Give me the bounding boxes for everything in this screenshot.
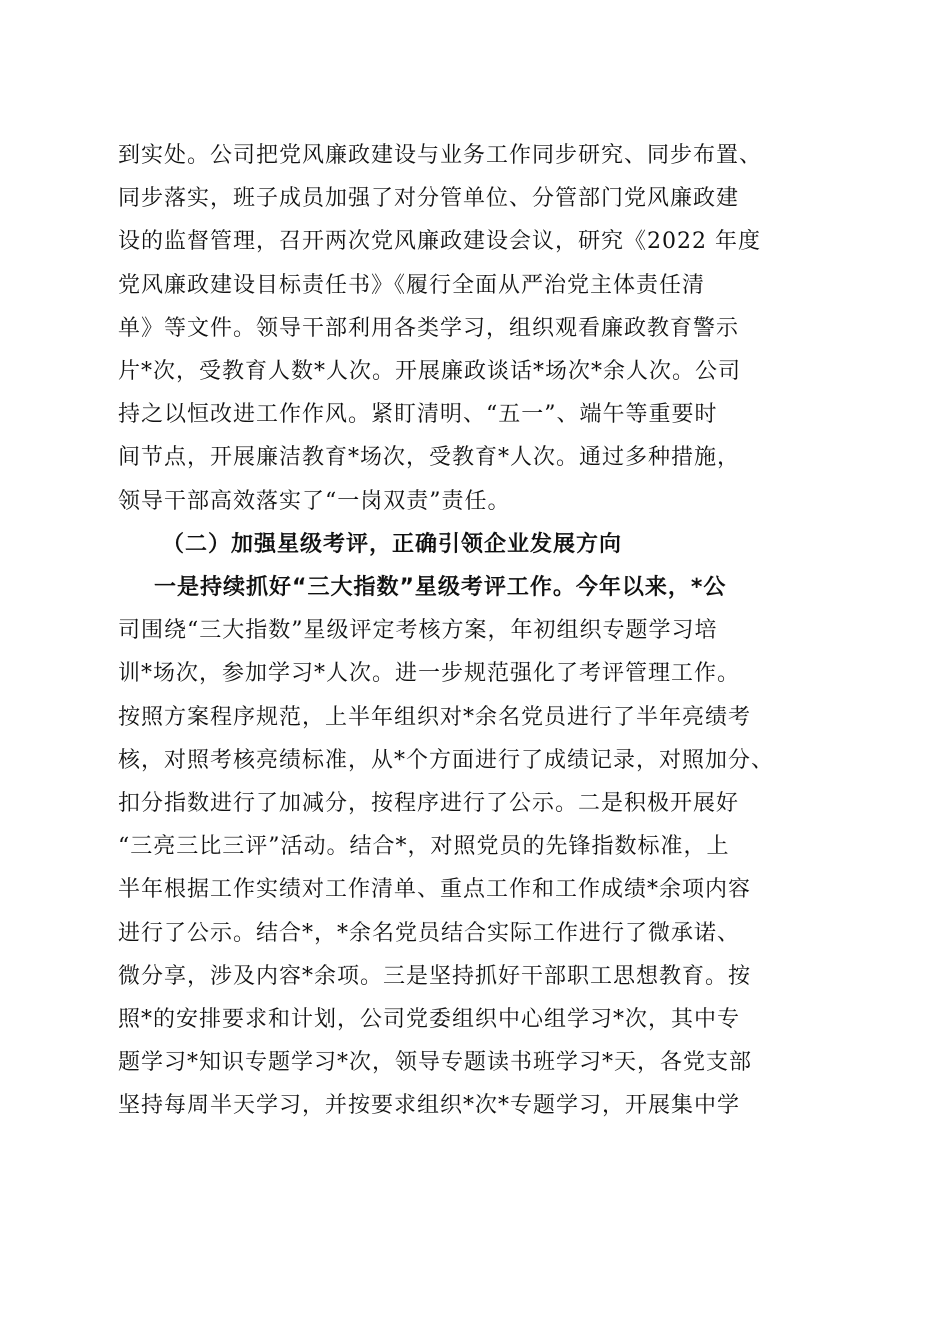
paragraph-2-line-2: 司围绕“三大指数”星级评定考核方案，年初组织专题学习培 — [118, 618, 718, 644]
paragraph-2-line-10: 微分享，涉及内容*余项。三是坚持抓好干部职工思想教育。按 — [118, 963, 752, 989]
paragraph-1-line-6: 片*次，受教育人数*人次。开展廉政谈话*场次*余人次。公司 — [118, 359, 742, 384]
paragraph-2-line-12: 题学习*知识专题学习*次，领导专题读书班学习*天，各党支部 — [118, 1050, 753, 1076]
paragraph-2-line-5: 核，对照考核亮绩标准，从*个方面进行了成绩记录，对照加分、 — [118, 747, 775, 773]
paragraph-1-line-5: 单》等文件。领导干部利用各类学习，组织观看廉政教育警示 — [118, 315, 740, 341]
paragraph-2-line-7: “三亮三比三评”活动。结合*，对照党员的先锋指数标准，上 — [118, 834, 730, 860]
paragraph-2-line-4: 按照方案程序规范，上半年组织对*余名党员进行了半年亮绩考 — [118, 704, 752, 730]
paragraph-2-line-8: 半年根据工作实绩对工作清单、重点工作和工作成绩*余项内容 — [118, 877, 752, 903]
paragraph-2-line-11: 照*的安排要求和计划，公司党委组织中心组学习*次，其中专 — [118, 1007, 741, 1032]
paragraph-1-line-4: 党风廉政建设目标责任书》《履行全面从严治党主体责任清 — [118, 272, 706, 298]
paragraph-2-line-1: 一是持续抓好“三大指数”星级考评工作。今年以来，*公 — [154, 575, 727, 600]
paragraph-1-line-9: 领导干部高效落实了“一岗双责”责任。 — [118, 488, 511, 514]
paragraph-2-line-6: 扣分指数进行了加减分，按程序进行了公示。二是积极开展好 — [118, 791, 740, 816]
paragraph-2-line-13: 坚持每周半天学习，并按要求组织*次*专题学习，开展集中学 — [118, 1093, 741, 1119]
paragraph-1-line-7: 持之以恒改进工作作风。紧盯清明、“五一”、端午等重要时 — [118, 402, 718, 428]
paragraph-1-line-1: 到实处。公司把党风廉政建设与业务工作同步研究、同步布置、 — [118, 143, 763, 168]
paragraph-1-line-3: 设的监督管理，召开两次党风廉政建设会议，研究《2022 年度 — [118, 229, 761, 255]
paragraph-2-line-3: 训*场次，参加学习*人次。进一步规范强化了考评管理工作。 — [118, 661, 741, 687]
section-heading: （二）加强星级考评，正确引领企业发展方向 — [162, 531, 623, 557]
paragraph-2-line-9: 进行了公示。结合*，*余名党员结合实际工作进行了微承诺、 — [118, 920, 741, 946]
paragraph-1-line-2: 同步落实，班子成员加强了对分管单位、分管部门党风廉政建 — [118, 186, 740, 212]
paragraph-1-line-8: 间节点，开展廉洁教育*场次，受教育*人次。通过多种措施， — [118, 445, 741, 471]
